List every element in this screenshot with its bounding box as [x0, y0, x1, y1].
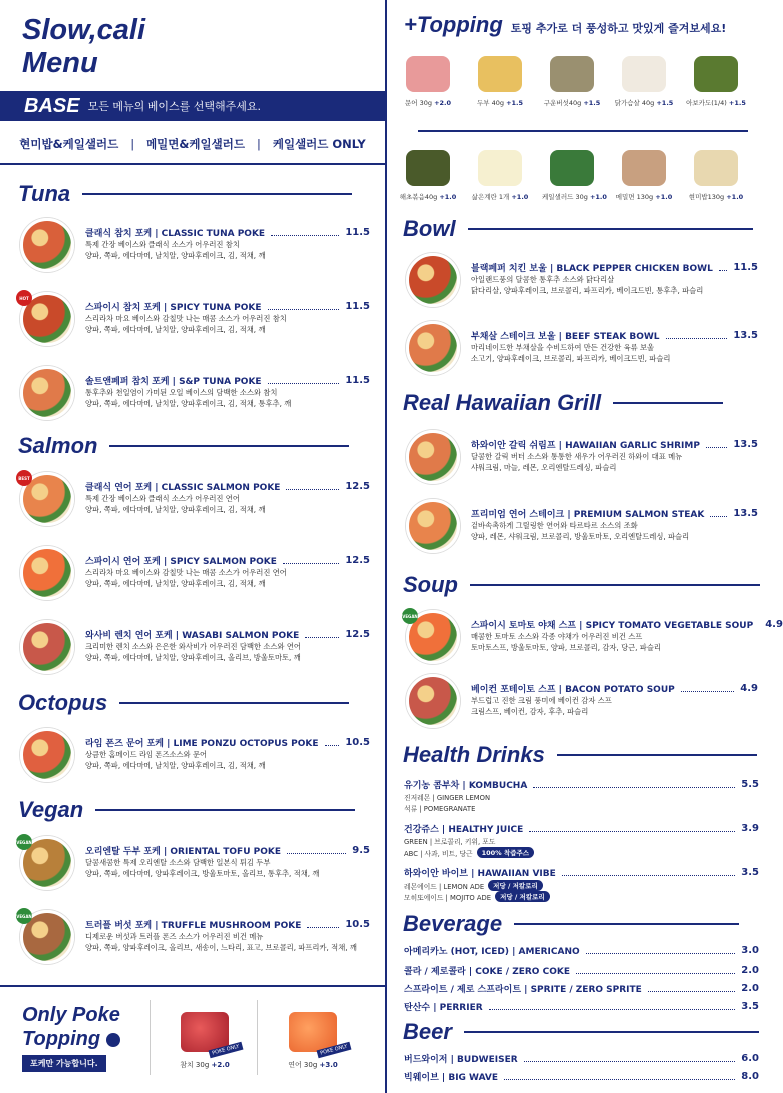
right-column — [388, 0, 783, 1093]
item-price: 12.5 — [345, 629, 370, 640]
dot-leader — [710, 511, 727, 517]
item-name: 클래식 참치 포케 | CLASSIC TUNA POKE — [85, 229, 266, 239]
item-ingredients: 소고기, 양파후레이크, 브로콜리, 파프리카, 베이크드빈, 파슬리 — [471, 354, 671, 363]
dot-leader — [576, 968, 735, 974]
item-name: 솔트앤페퍼 참치 포케 | S&P TUNA POKE — [85, 377, 262, 387]
topping-item[interactable] — [614, 150, 674, 201]
item-ingredients: 크림스프, 베이컨, 감자, 후추, 파슬리 — [471, 707, 589, 716]
topping-label: 아보카도(1/4) +1.5 — [686, 99, 746, 107]
item-name-row — [471, 261, 758, 274]
menu-row[interactable]: 버드와이저 | BUDWEISER 6.0 — [404, 1053, 759, 1065]
left-column — [0, 0, 385, 1093]
dish-image — [406, 499, 460, 553]
dish-image — [20, 366, 74, 420]
topping-image — [622, 56, 666, 92]
menu-row[interactable]: 빅웨이브 | BIG WAVE 8.0 — [404, 1071, 759, 1083]
topping-label: 메밀면 130g +1.0 — [615, 193, 673, 201]
menu-item[interactable] — [20, 366, 370, 426]
item-desc: 특제 간장 베이스와 클래식 소스가 어우러진 연어 — [85, 494, 240, 503]
topping-label: 닭가슴살 40g +1.5 — [614, 99, 674, 107]
topping-subtitle: 토핑 추가로 더 풍성하고 맛있게 즐겨보세요! — [510, 22, 727, 35]
row-price: 2.0 — [741, 983, 759, 994]
topping-label: 두부 40g +1.5 — [476, 99, 524, 107]
topping-image — [694, 150, 738, 186]
dot-leader — [666, 333, 728, 339]
badge-best: BEST — [16, 470, 32, 486]
item-desc: 달콤한 갈릭 버터 소스와 통통한 새우가 어우러진 하와이 대표 메뉴 — [471, 452, 683, 461]
divider — [418, 130, 748, 132]
item-ingredients: 양파, 쪽파, 에다마메, 날치알, 양파후레이크, 김, 적채, 깨 — [85, 325, 266, 334]
poke-topping-salmon: POKE ONLY 연어 30g +3.0 — [273, 1012, 353, 1070]
drink-option: 진저레몬 | GINGER LEMON — [404, 794, 491, 802]
topping-item[interactable] — [542, 150, 607, 201]
menu-row[interactable]: 스프라이트 / 제로 스프라이트 | SPRITE / ZERO SPRITE 2.0 — [404, 983, 759, 995]
item-price: 11.5 — [345, 301, 370, 312]
menu-title: Slow,cali Menu — [22, 14, 146, 79]
topping-image — [406, 150, 450, 186]
item-price: 10.5 — [345, 919, 370, 930]
dot-leader — [489, 1004, 736, 1010]
topping-image — [622, 150, 666, 186]
topping-label: 현미밥130g +1.0 — [688, 193, 744, 201]
item-desc: 매콤한 토마토 소스와 각종 야채가 어우러진 비건 스프 — [471, 632, 643, 641]
topping-label: 케일샐러드 30g +1.0 — [542, 193, 607, 201]
menu-item[interactable] — [20, 546, 370, 606]
section-vegan: Vegan — [18, 797, 368, 823]
item-name: 클래식 연어 포케 | CLASSIC SALMON POKE — [85, 483, 281, 493]
item-name: 라임 폰즈 문어 포케 | LIME PONZU OCTOPUS POKE — [85, 739, 319, 749]
item-name-row — [471, 682, 758, 695]
item-name-row — [85, 480, 370, 493]
drink-name-row[interactable]: 유기농 콤부차 | KOMBUCHA 5.5 — [404, 779, 759, 791]
dish-image — [406, 430, 460, 484]
item-ingredients: 양파, 쪽파, 양파후레이크, 올리브, 새송이, 느타리, 표고, 브로콜리, 파프리카, 적채, 깨 — [85, 943, 357, 952]
drink-price: 3.5 — [741, 867, 759, 878]
menu-row[interactable]: 아메리카노 (HOT, ICED) | AMERICANO 3.0 — [404, 945, 759, 957]
item-ingredients: 양파, 쪽파, 에다마메, 날치알, 양파후레이크, 김, 적채, 깨 — [85, 579, 266, 588]
item-name: 트러플 버섯 포케 | TRUFFLE MUSHROOM POKE — [85, 921, 302, 931]
poke-only-tag: POKE ONLY — [317, 1042, 352, 1058]
section-hawaiian: Real Hawaiian Grill — [403, 390, 763, 416]
item-name-row — [471, 438, 758, 451]
menu-item[interactable] — [20, 472, 370, 532]
item-ingredients: 양파, 쪽파, 에다마메, 양파후레이크, 방울토마토, 올리브, 통후추, 적채, 깨 — [85, 869, 320, 878]
item-name: 스파이시 토마토 야채 스프 | SPICY TOMATO VEGETABLE SOUP — [471, 621, 754, 631]
menu-item[interactable] — [406, 674, 758, 734]
dot-leader — [268, 378, 340, 384]
drink-option: 모히또에이드 | MOJITO ADE 저당 / 저칼로리 — [404, 891, 550, 902]
item-price: 9.5 — [352, 845, 370, 856]
dish-image — [20, 728, 74, 782]
topping-image — [694, 56, 738, 92]
item-name: 블랙페퍼 치킨 보울 | BLACK PEPPER CHICKEN BOWL — [471, 264, 713, 274]
item-ingredients: 양파, 레몬, 샤워크림, 브로콜리, 방울토마토, 오리엔탈드레싱, 파슬리 — [471, 532, 690, 541]
dot-leader — [562, 870, 736, 876]
topping-item[interactable] — [542, 56, 602, 107]
menu-item[interactable] — [20, 620, 370, 680]
item-desc: 특제 간장 베이스와 클래식 소스가 어우러진 참치 — [85, 240, 240, 249]
item-name-row — [85, 918, 370, 931]
item-desc: 부드럽고 진한 크림 풍미에 베이컨 감자 스프 — [471, 696, 612, 705]
dot-leader — [287, 848, 346, 854]
dot-leader — [529, 826, 735, 832]
item-name-row — [471, 618, 783, 631]
item-desc: 스리라차 마요 베이스와 감칠맛 나는 매콤 소스가 어우러진 참치 — [85, 314, 287, 323]
dot-leader — [719, 265, 727, 271]
item-price: 13.5 — [733, 508, 758, 519]
dot-leader — [706, 442, 727, 448]
topping-item[interactable] — [398, 56, 458, 107]
item-price: 13.5 — [733, 439, 758, 450]
item-name-row — [471, 329, 758, 342]
section-soup: Soup — [403, 572, 763, 598]
item-ingredients: 닭다리살, 양파후레이크, 브로콜리, 파프리카, 베이크드빈, 통후추, 파슬리 — [471, 286, 704, 295]
item-name: 스파이시 연어 포케 | SPICY SALMON POKE — [85, 557, 277, 567]
menu-item[interactable] — [20, 218, 370, 278]
item-name-row — [471, 507, 758, 520]
item-name-row — [85, 736, 370, 749]
item-ingredients: 양파, 쪽파, 에다마메, 날치알, 양파후레이크, 김, 적채, 깨 — [85, 505, 266, 514]
row-price: 8.0 — [741, 1071, 759, 1082]
topping-item[interactable] — [614, 56, 674, 107]
item-desc: 아일랜드풍의 달콤한 통후추 소스와 닭다리살 — [471, 275, 615, 284]
badge-vegan: VEGAN — [402, 608, 418, 624]
item-name: 오리엔탈 두부 포케 | ORIENTAL TOFU POKE — [85, 847, 282, 857]
menu-item[interactable] — [20, 292, 370, 352]
divider — [257, 1000, 258, 1075]
drink-tag: 저당 / 저칼로리 — [488, 880, 543, 891]
item-desc: 스리라차 마요 베이스와 감칠맛 나는 매콤 소스가 어우러진 연어 — [85, 568, 287, 577]
dot-leader — [524, 1056, 736, 1062]
item-name-row — [85, 300, 370, 313]
row-price: 2.0 — [741, 965, 759, 976]
only-poke-title: Only Poke Topping — [22, 1004, 120, 1050]
badge-vegan: VEGAN — [16, 908, 32, 924]
drink-price: 3.9 — [741, 823, 759, 834]
item-price: 11.5 — [733, 262, 758, 273]
item-desc: 겉바속촉하게 그릴링한 연어와 타르타르 소스의 조화 — [471, 521, 638, 530]
moon-icon — [106, 1033, 120, 1047]
item-name: 스파이시 참치 포케 | SPICY TUNA POKE — [85, 303, 262, 313]
dish-image — [20, 546, 74, 600]
dot-leader — [533, 782, 735, 788]
item-ingredients: 양파, 쪽파, 에다마메, 날치알, 양파후레이크, 김, 적채, 깨 — [85, 761, 266, 770]
topping-label: 문어 30g +2.0 — [404, 99, 452, 107]
item-price: 11.5 — [345, 375, 370, 386]
topping-item[interactable] — [686, 150, 746, 201]
item-price: 10.5 — [345, 737, 370, 748]
row-price: 3.5 — [741, 1001, 759, 1012]
dot-leader — [504, 1074, 735, 1080]
topping-item[interactable] — [470, 150, 530, 201]
dot-leader — [681, 686, 735, 692]
topping-label: 삶은계란 1개 +1.0 — [471, 193, 529, 201]
dish-image — [406, 321, 460, 375]
base-options: 현미밥&케일샐러드 | 메밀면&케일샐러드 | 케일샐러드 ONLY — [19, 137, 366, 151]
item-ingredients: 양파, 쪽파, 에다마메, 날치알, 양파후레이크, 올리브, 방울토마토, 깨 — [85, 653, 301, 662]
dot-leader — [307, 922, 339, 928]
section-drinks: Health Drinks — [403, 742, 763, 768]
divider — [0, 985, 385, 987]
item-name-row — [85, 628, 370, 641]
topping-item[interactable] — [398, 150, 458, 201]
topping-item[interactable] — [470, 56, 530, 107]
item-name-row — [85, 844, 370, 857]
item-desc: 마리네이드한 부채살을 수비드하여 만든 건강한 육류 보울 — [471, 343, 655, 352]
menu-row[interactable]: 콜라 / 제로콜라 | COKE / ZERO COKE 2.0 — [404, 965, 759, 977]
section-bowl: Bowl — [403, 216, 763, 242]
drink-tag: 100% 착즙주스 — [477, 847, 534, 858]
topping-image — [550, 150, 594, 186]
item-desc: 통후추와 천일염이 가미된 오일 베이스의 담백한 소스와 참치 — [85, 388, 278, 397]
poke-topping-tuna: POKE ONLY 참치 30g +2.0 — [165, 1012, 245, 1070]
base-bar — [0, 91, 385, 121]
badge-hot: HOT — [16, 290, 32, 306]
only-poke-note: 포케만 가능합니다. — [22, 1055, 106, 1072]
item-name: 부채살 스테이크 보울 | BEEF STEAK BOWL — [471, 332, 660, 342]
dot-leader — [286, 484, 339, 490]
item-price: 12.5 — [345, 555, 370, 566]
item-desc: 달콤새콤한 특제 오리엔탈 소스와 담백한 일본식 튀김 두부 — [85, 858, 271, 867]
section-beverage: Beverage — [403, 911, 763, 937]
menu-item[interactable] — [402, 610, 783, 670]
row-price: 3.0 — [741, 945, 759, 956]
base-option[interactable]: 케일샐러드 ONLY — [272, 137, 366, 151]
item-price: 4.9 — [740, 683, 758, 694]
dish-image — [406, 674, 460, 728]
item-price: 11.5 — [345, 227, 370, 238]
base-option[interactable]: 메밀면&케일샐러드 — [146, 137, 245, 151]
topping-image — [406, 56, 450, 92]
drink-option: 레몬에이드 | LEMON ADE 저당 / 저칼로리 — [404, 880, 543, 891]
topping-title: +Topping — [404, 12, 503, 37]
dish-image — [406, 253, 460, 307]
item-ingredients: 샤워크림, 마늘, 레몬, 오리엔탈드레싱, 파슬리 — [471, 463, 617, 472]
section-salmon: Salmon — [18, 433, 368, 459]
menu-item[interactable] — [406, 321, 758, 381]
dish-image — [20, 218, 74, 272]
item-name: 프리미엄 연어 스테이크 | PREMIUM SALMON STEAK — [471, 510, 705, 520]
item-price: 13.5 — [733, 330, 758, 341]
item-desc: 상큼한 홈메이드 라임 폰즈소스와 문어 — [85, 750, 208, 759]
drink-tag: 저당 / 저칼로리 — [495, 891, 550, 902]
dot-leader — [283, 558, 339, 564]
divider — [0, 163, 385, 165]
badge-vegan: VEGAN — [16, 834, 32, 850]
drink-name-row[interactable]: 건강쥬스 | HEALTHY JUICE 3.9 — [404, 823, 759, 835]
drink-price: 5.5 — [741, 779, 759, 790]
item-name: 와사비 렌치 연어 포케 | WASABI SALMON POKE — [85, 631, 300, 641]
divider — [150, 1000, 151, 1075]
drink-name-row[interactable]: 하와이안 바이브 | HAWAIIAN VIBE 3.5 — [404, 867, 759, 879]
item-ingredients: 양파, 쪽파, 에다마메, 날치알, 양파후레이크, 김, 적채, 깨 — [85, 251, 266, 260]
poke-only-tag: POKE ONLY — [209, 1042, 244, 1058]
base-label: BASE — [24, 94, 80, 117]
section-tuna: Tuna — [18, 181, 368, 207]
drink-option: ABC | 사과, 비트, 당근 100% 착즙주스 — [404, 847, 534, 858]
dish-image — [20, 620, 74, 674]
topping-item[interactable] — [686, 56, 746, 107]
base-desc: 모든 메뉴의 베이스를 선택해주세요. — [87, 100, 261, 113]
row-price: 6.0 — [741, 1053, 759, 1064]
menu-row[interactable]: 탄산수 | PERRIER 3.5 — [404, 1001, 759, 1013]
item-name: 하와이안 갈릭 쉬림프 | HAWAIIAN GARLIC SHRIMP — [471, 441, 700, 451]
base-option[interactable]: 현미밥&케일샐러드 — [19, 137, 119, 151]
menu-item[interactable] — [20, 728, 370, 788]
menu-item[interactable] — [16, 836, 370, 896]
item-price: 12.5 — [345, 481, 370, 492]
menu-item[interactable] — [406, 253, 758, 313]
item-name-row — [85, 226, 370, 239]
topping-label: 해초볶음40g +1.0 — [399, 193, 457, 201]
topping-label: 구운버섯40g +1.5 — [543, 99, 601, 107]
item-desc: 디제로운 버섯과 트러플 폰즈 소스가 어우러진 비건 메뉴 — [85, 932, 264, 941]
column-divider — [385, 0, 387, 1093]
dot-leader — [271, 230, 339, 236]
dot-leader — [586, 948, 736, 954]
item-ingredients: 토마토스프, 방울토마토, 양파, 브로콜리, 감자, 당근, 파슬리 — [471, 643, 661, 652]
menu-item[interactable] — [406, 499, 758, 559]
drink-option: 석류 | POMEGRANATE — [404, 805, 476, 813]
item-ingredients: 양파, 쪽파, 에다마메, 날치알, 양파후레이크, 김, 적채, 통후추, 깨 — [85, 399, 292, 408]
topping-image — [550, 56, 594, 92]
dot-leader — [648, 986, 735, 992]
topping-image — [478, 56, 522, 92]
dot-leader — [305, 632, 339, 638]
section-octopus: Octopus — [18, 690, 368, 716]
item-price: 4.9 — [765, 619, 783, 630]
section-beer: Beer — [403, 1019, 763, 1045]
drink-option: GREEN | 브로콜리, 키위, 포도 — [404, 838, 496, 846]
item-name: 베이컨 포테이토 스프 | BACON POTATO SOUP — [471, 685, 675, 695]
item-name-row — [85, 374, 370, 387]
dot-leader — [268, 304, 340, 310]
dot-leader — [325, 740, 340, 746]
item-desc: 크리미한 렌치 소스와 은은한 와사비가 어우러진 담백한 소스와 연어 — [85, 642, 301, 651]
item-name-row — [85, 554, 370, 567]
topping-image — [478, 150, 522, 186]
menu-item[interactable] — [16, 910, 370, 970]
topping-header — [404, 12, 726, 38]
menu-item[interactable] — [406, 430, 758, 490]
